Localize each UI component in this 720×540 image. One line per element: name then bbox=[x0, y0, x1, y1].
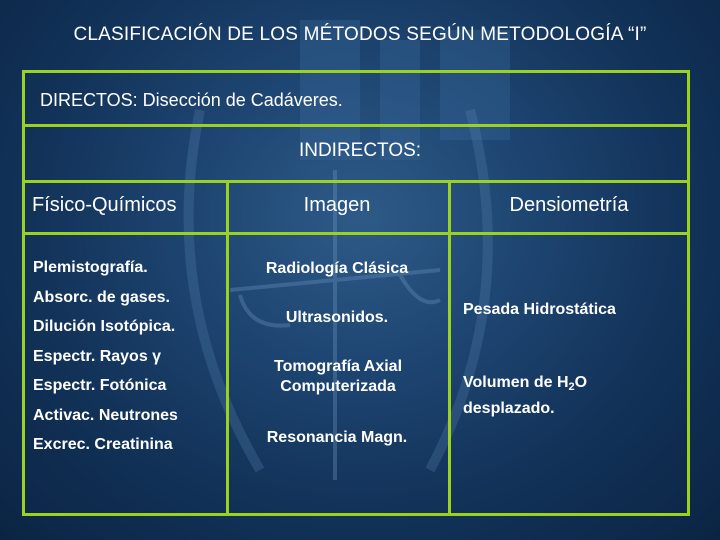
list-item: Espectr. Fotónica bbox=[33, 377, 167, 394]
divider-col-2 bbox=[448, 180, 451, 516]
list-item: Excrec. Creatinina bbox=[33, 436, 173, 453]
densiometria-volumen bbox=[463, 372, 587, 419]
volumen-subscript: 2 bbox=[568, 381, 575, 393]
divider-directos bbox=[22, 124, 690, 127]
volumen-text: Volumen de H bbox=[463, 374, 569, 391]
column-header-densiometria: Densiometría bbox=[509, 194, 629, 216]
column-header-fisico-quimicos: Físico-Químicos bbox=[32, 194, 177, 216]
list-item: Absorc. de gases. bbox=[33, 288, 170, 306]
divider-headers bbox=[22, 232, 690, 235]
imagen-item-ultrasonidos: Ultrasonidos. bbox=[285, 309, 389, 326]
list-item: Activac. Neutrones bbox=[33, 406, 178, 424]
fisico-quimicos-list bbox=[33, 253, 178, 460]
imagen-item-radiologia: Radiología Clásica bbox=[265, 260, 409, 277]
column-header-imagen: Imagen bbox=[303, 194, 371, 216]
volumen-text-end: O bbox=[574, 374, 588, 391]
imagen-item-resonancia: Resonancia Magn. bbox=[266, 429, 408, 446]
volumen-line2: desplazado. bbox=[463, 400, 555, 417]
list-item: Dilución Isotópica. bbox=[33, 318, 176, 335]
divider-indirectos bbox=[22, 180, 690, 183]
directos-row: DIRECTOS: Disección de Cadáveres. bbox=[40, 90, 343, 110]
densiometria-pesada: Pesada Hidrostática bbox=[463, 301, 616, 318]
list-item: Espectr. Rayos γ bbox=[33, 347, 162, 365]
indirectos-heading: INDIRECTOS: bbox=[298, 140, 422, 161]
divider-col-1 bbox=[226, 180, 229, 516]
list-item: Plemistografía. bbox=[33, 259, 148, 276]
page-title: CLASIFICACIÓN DE LOS MÉTODOS SEGÚN METODOLOGÍA “I” bbox=[73, 24, 647, 45]
imagen-item-tomografia: Tomografía Axial Computerizada bbox=[273, 358, 403, 395]
